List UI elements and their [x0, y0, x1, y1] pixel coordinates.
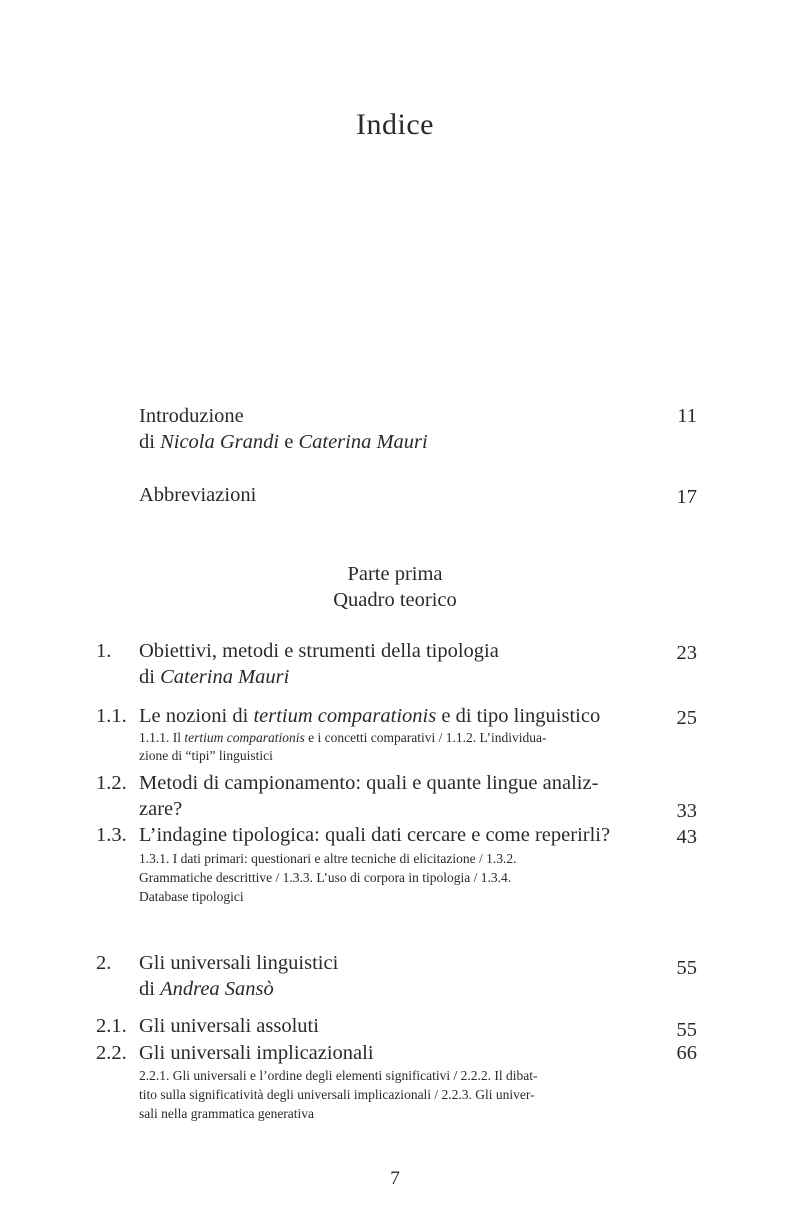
chapter-number: 2.	[96, 952, 112, 974]
intro-title[interactable]: Introduzione	[139, 405, 244, 427]
subsection-list-cont: Grammatiche descrittive / 1.3.3. L’uso di corpora in tipologia / 1.3.4.	[139, 870, 512, 885]
part-label: Parte prima	[347, 563, 443, 585]
intro-author-2: Caterina Mauri	[298, 431, 428, 453]
subsection-list: 1.1.1. Il tertium comparationis e i concetti comparativi / 1.1.2. L’individua-	[139, 730, 547, 745]
intro-byline: di Nicola Grandi e Caterina Mauri	[139, 431, 428, 453]
section-title[interactable]: Le nozioni di tertium comparationis e di tipo linguistico	[139, 705, 601, 727]
subsection-list-cont: Database tipologici	[139, 889, 244, 904]
section-page: 43	[676, 826, 697, 848]
page-title: Indice	[356, 108, 434, 141]
section-page: 66	[676, 1042, 697, 1064]
chapter-title[interactable]: Gli universali linguistici	[139, 952, 339, 974]
abbrev-page: 17	[676, 486, 697, 508]
chapter-number: 1.	[96, 640, 112, 662]
chapter-page: 55	[676, 957, 697, 979]
intro-author-1: Nicola Grandi	[160, 431, 280, 453]
subsection-list-cont: sali nella grammatica generativa	[139, 1106, 315, 1121]
page-number: 7	[390, 1168, 400, 1189]
chapter-author: Caterina Mauri	[160, 666, 290, 688]
chapter-author: Andrea Sansò	[160, 978, 274, 1000]
subsection-list: 1.3.1. I dati primari: questionari e altre tecniche di elicitazione / 1.3.2.	[139, 851, 517, 866]
section-title[interactable]: Gli universali assoluti	[139, 1015, 319, 1037]
subsection-list: 2.2.1. Gli universali e l’ordine degli elementi significativi / 2.2.2. Il dibat-	[139, 1068, 538, 1083]
chapter-byline: di Caterina Mauri	[139, 666, 290, 688]
section-title[interactable]: L’indagine tipologica: quali dati cercare e come reperirli?	[139, 824, 611, 846]
intro-page: 11	[677, 405, 697, 427]
section-number: 2.2.	[96, 1042, 127, 1064]
section-number: 1.1.	[96, 705, 127, 727]
chapter-page: 23	[676, 642, 697, 664]
subsection-list-cont: tito sulla significatività degli universali implicazionali / 2.2.3. Gli univer-	[139, 1087, 535, 1102]
section-number: 1.3.	[96, 824, 127, 846]
section-number: 1.2.	[96, 772, 127, 794]
section-title[interactable]: Gli universali implicazionali	[139, 1042, 374, 1064]
section-number: 2.1.	[96, 1015, 127, 1037]
abbrev-title[interactable]: Abbreviazioni	[139, 484, 257, 506]
section-title[interactable]: Metodi di campionamento: quali e quante lingue analiz-	[139, 772, 599, 794]
section-page: 25	[676, 707, 697, 729]
section-page: 55	[676, 1019, 697, 1041]
chapter-byline: di Andrea Sansò	[139, 978, 274, 1000]
section-title-cont[interactable]: zare?	[139, 798, 183, 820]
section-page: 33	[676, 800, 697, 822]
chapter-title[interactable]: Obiettivi, metodi e strumenti della tipologia	[139, 640, 499, 662]
subsection-list-cont: zione di “tipi” linguistici	[139, 748, 273, 763]
part-title: Quadro teorico	[333, 589, 457, 611]
